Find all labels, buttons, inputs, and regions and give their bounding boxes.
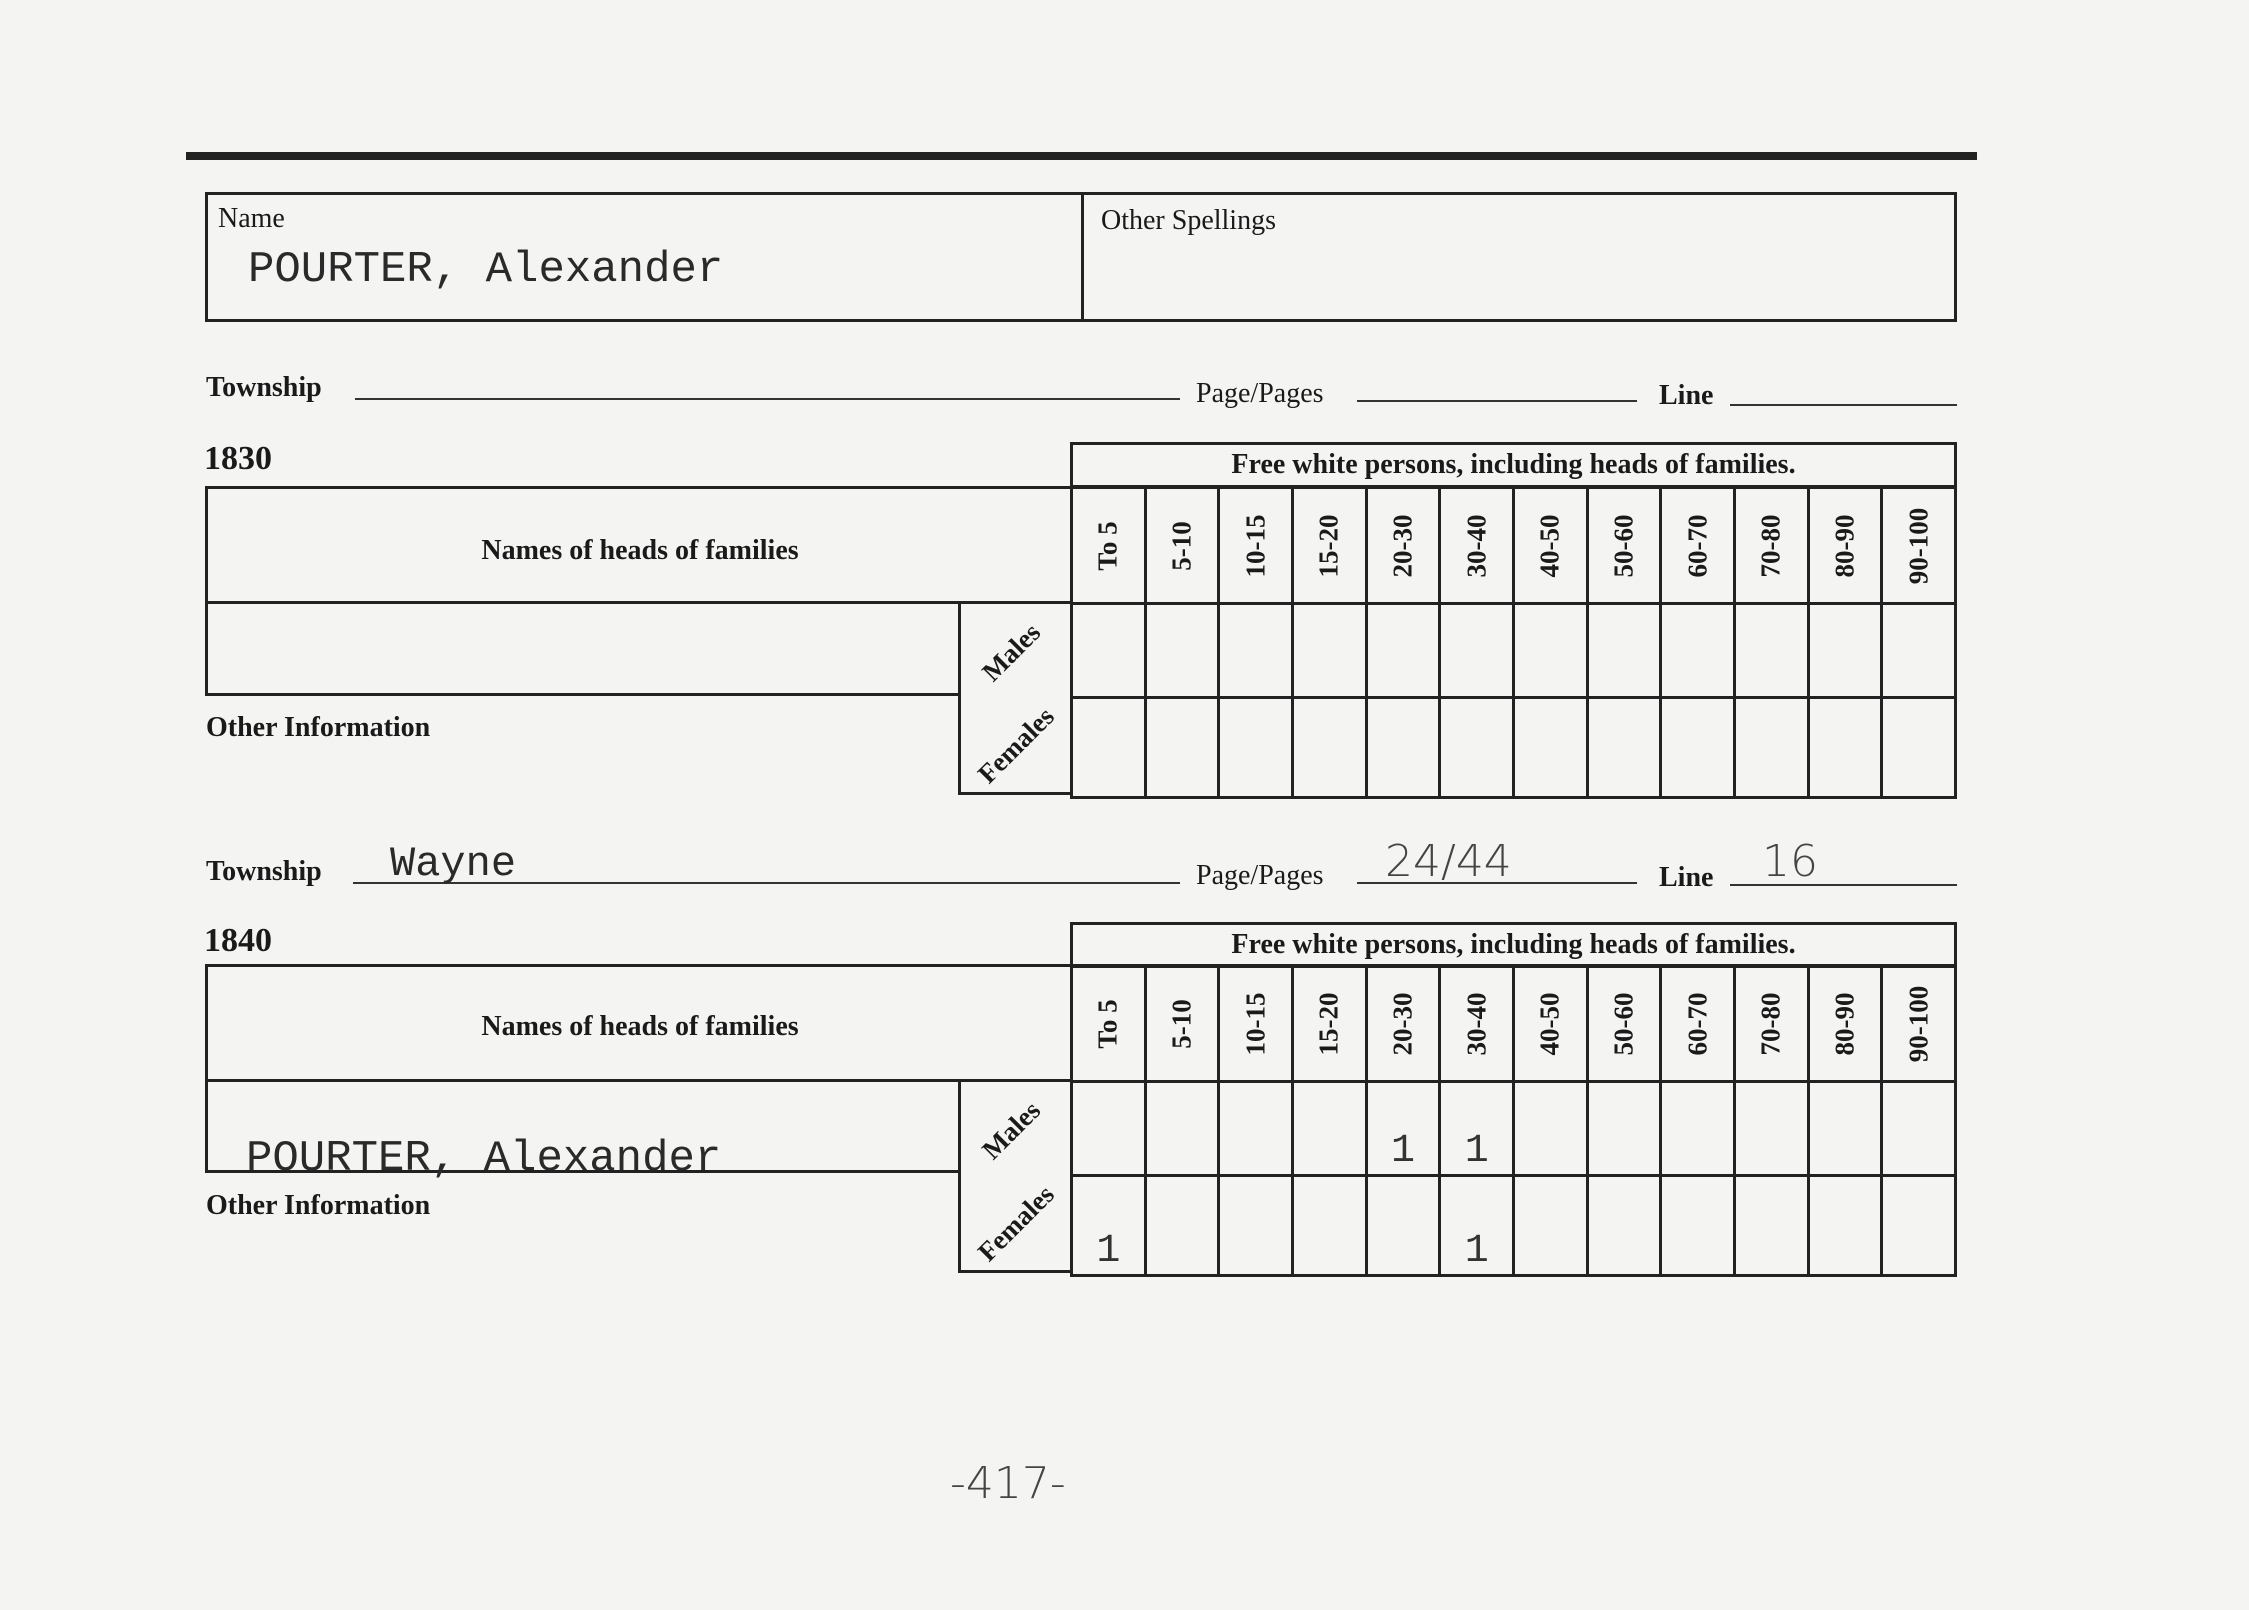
name-value: POURTER, Alexander [248, 245, 724, 295]
female-count [1219, 698, 1293, 798]
other-info-label-1840: Other Information [206, 1190, 431, 1221]
male-count [1661, 604, 1735, 698]
females-row [1072, 1176, 1956, 1276]
male-count [1145, 1082, 1219, 1176]
head-of-family-1840: POURTER, Alexander [246, 1134, 722, 1184]
age-col-header: To 5 [1072, 488, 1146, 604]
male-count [1587, 604, 1661, 698]
females-label-1830: Females [971, 701, 1060, 790]
male-count [1292, 604, 1366, 698]
female-count [1882, 1176, 1956, 1276]
page-label-1830: Page/Pages [1196, 378, 1324, 409]
male-count [1293, 1082, 1367, 1176]
page-value-1840: 24/44 [1385, 836, 1512, 887]
age-col-header: 30-40 [1440, 966, 1514, 1082]
age-col-header: 70-80 [1735, 966, 1809, 1082]
township-value-1840: Wayne [390, 840, 517, 888]
age-col-header: 20-30 [1366, 966, 1440, 1082]
age-col-header: 15-20 [1292, 488, 1366, 604]
male-count [1366, 604, 1440, 698]
age-col-header: 90-100 [1882, 966, 1956, 1082]
names-header-1830: Names of heads of families [481, 535, 799, 566]
male-count [1219, 1082, 1293, 1176]
male-count: 1 [1440, 1082, 1514, 1176]
age-col-header: 70-80 [1734, 488, 1808, 604]
male-count [1513, 604, 1587, 698]
female-count [1145, 698, 1219, 798]
males-cell-1840 [958, 1079, 1072, 1173]
line-label-1830: Line [1659, 380, 1714, 411]
female-count [1072, 698, 1146, 798]
other-spellings-label: Other Spellings [1101, 205, 1276, 236]
year-1830: 1830 [204, 440, 272, 477]
head-of-family-box-1830 [205, 601, 961, 696]
female-count [1293, 1176, 1367, 1276]
page-label-1840: Page/Pages [1196, 860, 1324, 891]
age-grid-1840 [1070, 964, 1957, 1277]
age-col-header: 80-90 [1808, 966, 1882, 1082]
age-col-header: 60-70 [1661, 488, 1735, 604]
line-value-1840: 16 [1762, 836, 1818, 887]
female-count [1735, 1176, 1809, 1276]
male-count [1219, 604, 1293, 698]
male-count [1440, 604, 1514, 698]
year-1840: 1840 [204, 922, 272, 959]
age-col-header: 30-40 [1440, 488, 1514, 604]
female-count [1808, 698, 1882, 798]
name-box [205, 192, 1957, 322]
township-label-1840: Township [206, 856, 322, 887]
male-count [1808, 1082, 1882, 1176]
name-divider [1081, 195, 1084, 319]
females-row [1072, 698, 1956, 798]
age-col-header: 40-50 [1514, 966, 1588, 1082]
names-header-box-1830 [205, 486, 1072, 604]
male-count [1072, 1082, 1146, 1176]
top-rule [186, 152, 1977, 160]
male-count [1587, 1082, 1661, 1176]
male-count [1661, 1082, 1735, 1176]
female-count [1366, 698, 1440, 798]
male-count [1882, 604, 1956, 698]
age-col-header: 50-60 [1587, 966, 1661, 1082]
age-col-header: To 5 [1072, 966, 1146, 1082]
age-grid-1830 [1070, 486, 1957, 799]
page-number: -417- [950, 1458, 1066, 1509]
female-count [1808, 1176, 1882, 1276]
age-col-header: 80-90 [1808, 488, 1882, 604]
names-header-box-1840 [205, 964, 1072, 1082]
free-white-header-1830: Free white persons, including heads of families. [1070, 442, 1957, 488]
males-row [1072, 1082, 1956, 1176]
female-count [1145, 1176, 1219, 1276]
age-col-header: 5-10 [1145, 488, 1219, 604]
age-col-header: 15-20 [1293, 966, 1367, 1082]
female-count [1440, 698, 1514, 798]
age-col-header: 10-15 [1219, 966, 1293, 1082]
male-count [1882, 1082, 1956, 1176]
age-header-row [1072, 488, 1956, 604]
males-cell-1830 [958, 601, 1072, 695]
male-count [1735, 1082, 1809, 1176]
line-label-1840: Line [1659, 862, 1714, 893]
line-line-1830 [1730, 404, 1957, 406]
female-count [1734, 698, 1808, 798]
age-col-header: 90-100 [1882, 488, 1956, 604]
female-count [1661, 698, 1735, 798]
other-info-label-1830: Other Information [206, 712, 431, 743]
age-col-header: 20-30 [1366, 488, 1440, 604]
names-header-1840: Names of heads of families [481, 1011, 799, 1042]
free-white-header-1840: Free white persons, including heads of families. [1070, 922, 1957, 968]
female-count [1366, 1176, 1440, 1276]
female-count [1292, 698, 1366, 798]
male-count [1808, 604, 1882, 698]
female-count: 1 [1440, 1176, 1514, 1276]
females-cell-1840 [958, 1172, 1072, 1273]
males-label-1830: Males [976, 617, 1047, 688]
female-count [1513, 698, 1587, 798]
head-of-family-box-1840 [205, 1079, 961, 1184]
age-col-header: 5-10 [1145, 966, 1219, 1082]
age-col-header: 50-60 [1587, 488, 1661, 604]
male-count [1072, 604, 1146, 698]
page-line-1830 [1357, 400, 1637, 402]
age-col-header: 10-15 [1219, 488, 1293, 604]
female-count: 1 [1072, 1176, 1146, 1276]
males-row [1072, 604, 1956, 698]
female-count [1219, 1176, 1293, 1276]
name-label: Name [218, 203, 285, 234]
female-count [1587, 1176, 1661, 1276]
age-header-row [1072, 966, 1956, 1082]
age-col-header: 40-50 [1513, 488, 1587, 604]
male-count [1145, 604, 1219, 698]
township-label-1830: Township [206, 372, 322, 403]
male-count [1514, 1082, 1588, 1176]
male-count: 1 [1366, 1082, 1440, 1176]
female-count [1661, 1176, 1735, 1276]
female-count [1882, 698, 1956, 798]
age-col-header: 60-70 [1661, 966, 1735, 1082]
females-label-1840: Females [971, 1179, 1060, 1268]
females-cell-1830 [958, 694, 1072, 795]
female-count [1514, 1176, 1588, 1276]
township-line-1830 [355, 398, 1180, 400]
male-count [1734, 604, 1808, 698]
males-label-1840: Males [976, 1095, 1047, 1166]
female-count [1587, 698, 1661, 798]
